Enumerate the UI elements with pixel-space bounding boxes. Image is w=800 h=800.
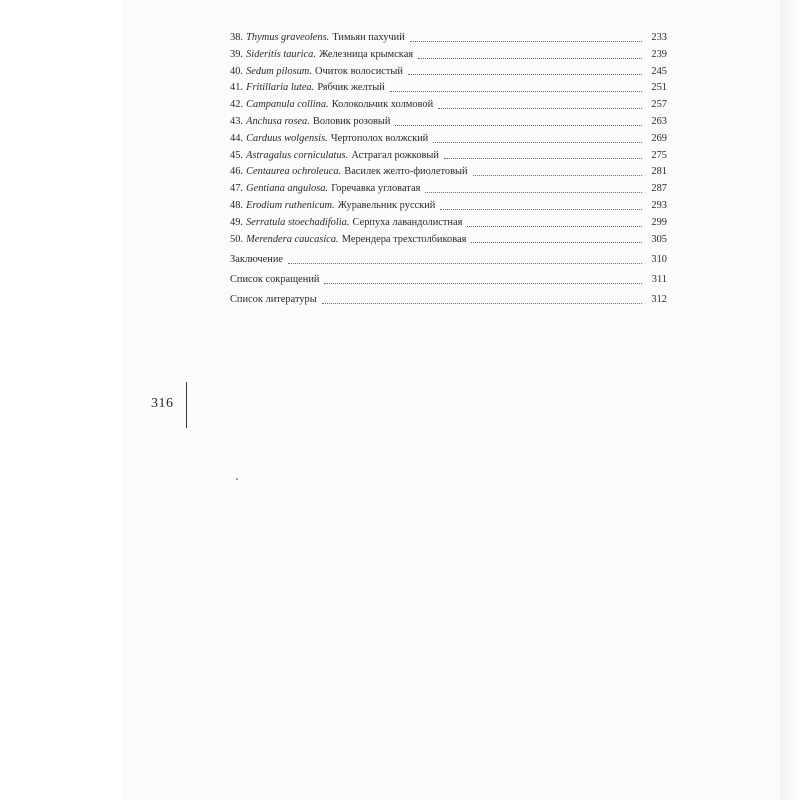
- dot-leader: [440, 208, 642, 210]
- section-page: 312: [651, 294, 667, 306]
- entry-latin-name: Erodium ruthenicum.: [246, 199, 335, 211]
- toc-entry: [230, 30, 667, 47]
- entry-number: 42.: [230, 99, 243, 111]
- toc-entry: [230, 97, 667, 114]
- entry-russian-name: Тимьян пахучий: [332, 32, 405, 43]
- entry-page: 281: [651, 166, 667, 178]
- entry-russian-name: Василек желто-фиолетовый: [344, 166, 468, 178]
- dot-leader: [288, 262, 642, 264]
- entry-latin-name: Anchusa rosea.: [246, 115, 310, 127]
- entry-page: 263: [651, 115, 667, 127]
- toc-entry: [230, 148, 667, 165]
- entry-page: 233: [651, 32, 667, 43]
- entry-latin-name: Merendera caucasica.: [246, 233, 339, 245]
- dot-leader: [444, 157, 642, 159]
- entry-latin-name: Serratula stoechadifolia.: [246, 216, 350, 228]
- dot-leader: [410, 40, 642, 42]
- entry-russian-name: Серпуха лавандолистная: [352, 216, 463, 228]
- section-title: Заключение: [230, 253, 283, 265]
- section-title: Список литературы: [230, 294, 317, 306]
- entry-latin-name: Sedum pilosum.: [246, 65, 312, 77]
- section-page: 310: [651, 253, 667, 265]
- dot-leader: [473, 174, 642, 176]
- toc-entry: [230, 131, 667, 148]
- entry-russian-name: Горечавка угловатая: [331, 183, 421, 195]
- dot-leader: [390, 90, 642, 92]
- entry-number: 38.: [230, 32, 243, 43]
- entry-latin-name: Campanula collina.: [246, 99, 329, 111]
- dot-leader: [433, 141, 642, 143]
- dot-leader: [418, 57, 642, 59]
- page-edge: [780, 0, 800, 800]
- entry-number: 46.: [230, 166, 243, 178]
- toc-entry: [230, 164, 667, 181]
- entry-page: 299: [651, 216, 667, 228]
- toc-entry: [230, 64, 667, 81]
- entry-latin-name: Fritillaria lutea.: [246, 82, 315, 94]
- toc-entry: [230, 114, 667, 131]
- entry-page: 251: [651, 82, 667, 94]
- entry-page: 275: [651, 149, 667, 161]
- section-title: Список сокращений: [230, 274, 320, 286]
- dot-leader: [438, 107, 642, 109]
- entry-russian-name: Воловик розовый: [312, 115, 391, 127]
- dot-leader: [467, 225, 642, 227]
- toc-entry: [230, 47, 667, 64]
- entry-russian-name: Колокольчик холмовой: [331, 99, 434, 111]
- entry-number: 49.: [230, 216, 243, 228]
- dot-leader: [395, 124, 642, 126]
- entry-russian-name: Чертополох волжский: [330, 132, 429, 144]
- dot-leader: [322, 302, 642, 304]
- toc-section-conclusion: [230, 252, 667, 269]
- entry-number: 48.: [230, 199, 243, 211]
- toc-entry: [230, 232, 667, 249]
- entry-russian-name: Астрагал рожковый: [351, 149, 439, 161]
- folio-divider: [186, 382, 187, 428]
- entry-latin-name: Sideritis taurica.: [246, 48, 316, 60]
- toc-entry: [230, 181, 667, 198]
- paper-speck: [236, 478, 238, 480]
- entry-page: 305: [651, 233, 667, 245]
- entry-page: 287: [651, 183, 667, 195]
- toc-section-references: [230, 292, 667, 309]
- entry-russian-name: Очиток волосистый: [315, 65, 403, 77]
- entry-number: 44.: [230, 132, 243, 144]
- entry-russian-name: Журавельник русский: [337, 199, 436, 211]
- entry-latin-name: Gentiana angulosa.: [246, 183, 329, 195]
- dot-leader: [408, 73, 642, 75]
- dot-leader: [324, 282, 642, 284]
- entry-latin-name: Thymus graveolens.: [246, 32, 330, 43]
- toc-entry: [230, 198, 667, 215]
- entry-russian-name: Рябчик желтый: [317, 82, 385, 94]
- table-of-contents: [230, 30, 667, 309]
- entry-number: 47.: [230, 183, 243, 195]
- page-number: 316: [151, 396, 174, 411]
- entry-latin-name: Centaurea ochroleuca.: [246, 166, 342, 178]
- toc-section-abbreviations: [230, 272, 667, 289]
- entry-page: 257: [651, 99, 667, 111]
- entry-number: 43.: [230, 115, 243, 127]
- entry-latin-name: Carduus wolgensis.: [246, 132, 328, 144]
- dot-leader: [425, 191, 642, 193]
- section-page: 311: [651, 274, 667, 286]
- entry-page: 239: [651, 48, 667, 60]
- entry-page: 269: [651, 132, 667, 144]
- entry-number: 40.: [230, 65, 243, 77]
- entry-number: 39.: [230, 48, 243, 60]
- entry-number: 50.: [230, 233, 243, 245]
- entry-number: 45.: [230, 149, 243, 161]
- entry-page: 245: [651, 65, 667, 77]
- toc-entry: [230, 80, 667, 97]
- dot-leader: [471, 241, 642, 243]
- toc-entry: [230, 215, 667, 232]
- entry-russian-name: Мерендера трехстолбиковая: [341, 233, 467, 245]
- entry-latin-name: Astragalus corniculatus.: [246, 149, 349, 161]
- entry-russian-name: Железница крымская: [319, 48, 414, 60]
- entry-number: 41.: [230, 82, 243, 94]
- entry-page: 293: [651, 199, 667, 211]
